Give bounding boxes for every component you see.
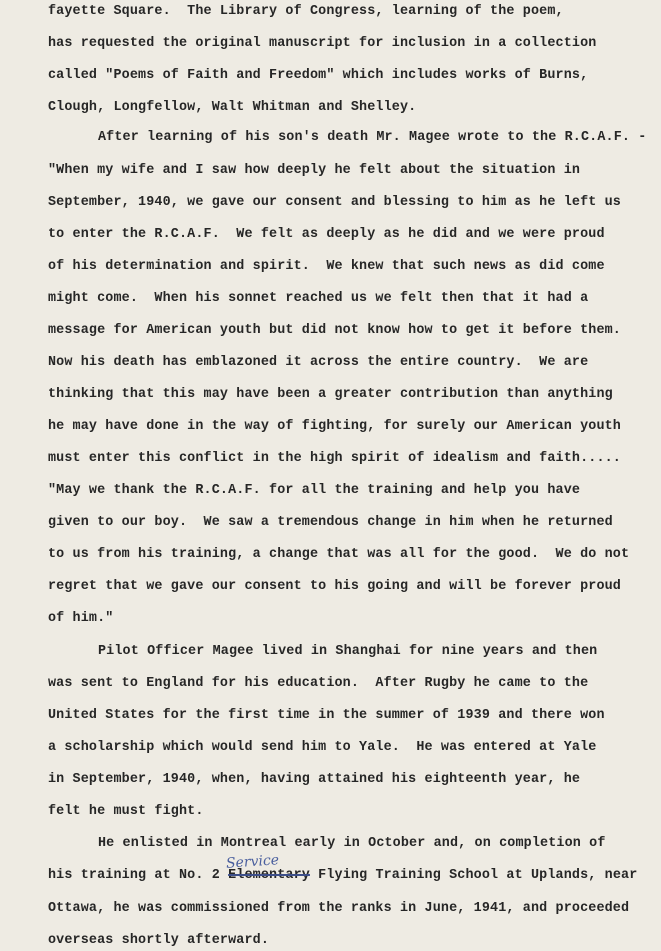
text-line: thinking that this may have been a greater contribution than anything: [48, 387, 613, 402]
text-fragment: his training at No. 2: [48, 868, 229, 883]
text-line: After learning of his son's death Mr. Magee wrote to the R.C.A.F. -: [98, 130, 647, 145]
text-line: He enlisted in Montreal early in October and, on completion of: [98, 836, 606, 851]
text-line: felt he must fight.: [48, 804, 204, 819]
text-line: might come. When his sonnet reached us we felt then that it had a: [48, 291, 589, 306]
text-line: called "Poems of Faith and Freedom" which includes works of Burns,: [48, 68, 589, 83]
text-line: of his determination and spirit. We knew that such news as did come: [48, 259, 605, 274]
text-line: Clough, Longfellow, Walt Whitman and Shelley.: [48, 100, 417, 115]
text-line: September, 1940, we gave our consent and blessing to him as he left us: [48, 195, 621, 210]
text-line: was sent to England for his education. After Rugby he came to the: [48, 676, 589, 691]
text-line: United States for the first time in the summer of 1939 and there won: [48, 708, 605, 723]
text-line: to enter the R.C.A.F. We felt as deeply as he did and we were proud: [48, 227, 605, 242]
text-line: has requested the original manuscript for inclusion in a collection: [48, 36, 597, 51]
text-line: must enter this conflict in the high spirit of idealism and faith.....: [48, 451, 621, 466]
text-line: "May we thank the R.C.A.F. for all the training and help you have: [48, 483, 581, 498]
text-line: a scholarship which would send him to Yale. He was entered at Yale: [48, 740, 597, 755]
text-line: in September, 1940, when, having attained his eighteenth year, he: [48, 772, 581, 787]
text-line: overseas shortly afterward.: [48, 933, 270, 948]
text-line: Now his death has emblazoned it across the entire country. We are: [48, 355, 589, 370]
struck-word: Elementary: [228, 868, 310, 883]
text-fragment: Flying Training School at Uplands, near: [309, 868, 638, 883]
text-line: fayette Square. The Library of Congress, learning of the poem,: [48, 4, 564, 19]
text-line: he may have done in the way of fighting, for surely our American youth: [48, 419, 621, 434]
text-line: to us from his training, a change that was all for the good. We do not: [48, 547, 630, 562]
text-line: Pilot Officer Magee lived in Shanghai for nine years and then: [98, 644, 598, 659]
text-line: message for American youth but did not know how to get it before them.: [48, 323, 621, 338]
text-line: regret that we gave our consent to his going and will be forever proud: [48, 579, 621, 594]
text-line: given to our boy. We saw a tremendous change in him when he returned: [48, 515, 613, 530]
text-line-with-correction: [48, 867, 637, 885]
text-line: Ottawa, he was commissioned from the ranks in June, 1941, and proceeded: [48, 901, 630, 916]
handwritten-annotation: Service: [225, 852, 280, 872]
text-line: "When my wife and I saw how deeply he felt about the situation in: [48, 163, 581, 178]
text-line: of him.": [48, 611, 114, 626]
